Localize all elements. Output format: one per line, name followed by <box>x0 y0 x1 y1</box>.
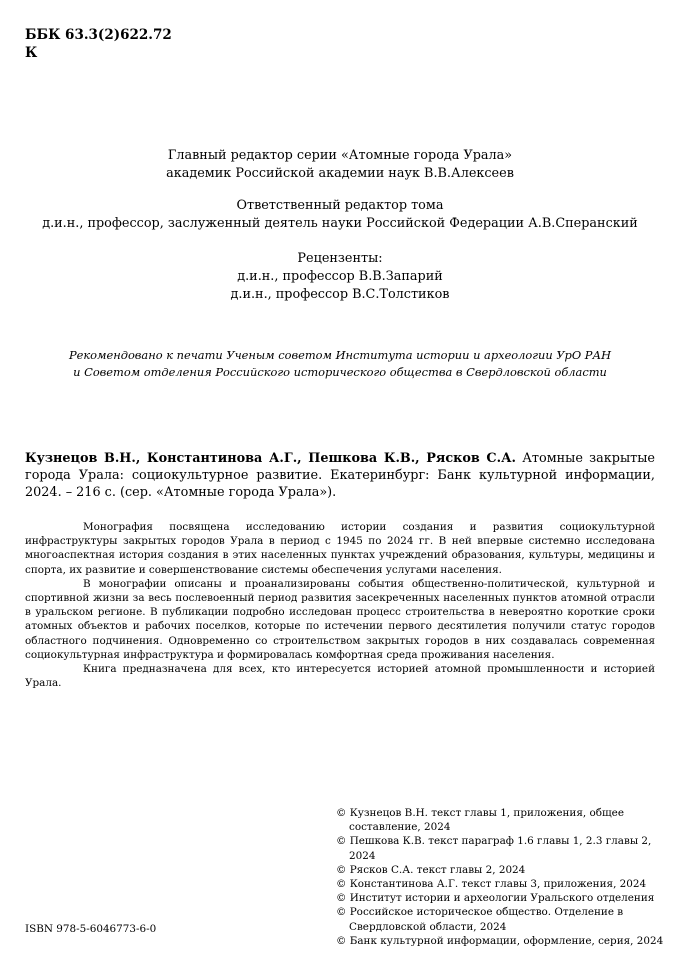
copyright-line: © Рясков С.А. текст главы 2, 2024 <box>336 863 526 876</box>
abstract-paragraph: В монографии описаны и проанализированы события общественно-политической, культурной и спортивной жизни за весь послевоенный период развития засекреченных населенных пунктов атомной отрасли в уральском регионе. В публикации подробно исследован процесс строительства в невероятно короткие сроки атомных объектов и рабочих поселков, которые по истечении первого десятилетия получили статус городов областного подчинения. Одновременно со строительством закрытых городов в них создавалась современная социокультурная инфраструктура и формировалась комфортная среда проживания населения. <box>25 577 655 661</box>
reviewers-label: Рецензенты: <box>297 251 383 266</box>
abstract-paragraph: Монография посвящена исследованию истории создания и развития социокультурной инфраструктуры закрытых городов Урала в период с 1945 по 2024 гг. В ней впервые системно исследована многоаспектная история создания в этих населенных пунктах учреждений образования, культуры, медицины и спорта, их развитие и совершенствование системы обеспечения услугами населения. <box>25 521 655 576</box>
copyright-line: © Банк культурной информации, оформление, серия, 2024 <box>336 934 664 947</box>
abstract <box>25 520 655 690</box>
copyright-line: © Кузнецов В.Н. текст главы 1, приложения, общее составление, 2024 <box>336 807 624 834</box>
abstract-paragraph: Книга предназначена для всех, кто интересуется историей атомной промышленности и историей Урала. <box>25 663 655 690</box>
recommendation-block <box>40 347 640 381</box>
reviewer-name: д.и.н., профессор В.В.Запарий <box>237 269 443 284</box>
volume-editor-block <box>0 197 680 233</box>
series-editor-block <box>0 147 680 183</box>
volume-editor-name: д.и.н., профессор, заслуженный деятель науки Российской Федерации А.В.Сперанский <box>42 216 638 231</box>
recommendation-line: Рекомендовано к печати Ученым советом Института истории и археологии УрО РАН <box>68 348 612 362</box>
bbk-block <box>25 26 172 62</box>
reviewer-name: д.и.н., профессор В.С.Толстиков <box>230 287 450 302</box>
recommendation-line: и Советом отделения Российского исторического общества в Свердловской области <box>73 365 607 379</box>
copyright-line: © Константинова А.Г. текст главы 3, приложения, 2024 <box>336 878 647 891</box>
series-editor-name: академик Российской академии наук В.В.Алексеев <box>166 166 514 181</box>
author-mark: К <box>25 45 38 61</box>
bibliographic-authors: Кузнецов В.Н., Константинова А.Г., Пешкова К.В., Рясков С.А. <box>25 451 516 466</box>
copyright-line: © Российское историческое общество. Отделение в Свердловской области, 2024 <box>336 906 624 933</box>
bibliographic-record <box>25 450 655 501</box>
copyright-line: © Институт истории и археологии Уральского отделения <box>336 892 655 905</box>
copyright-line: © Пешкова К.В. текст параграф 1.6 главы 1, 2.3 главы 2, 2024 <box>336 835 652 862</box>
reviewers-block <box>0 250 680 304</box>
series-editor-label: Главный редактор серии «Атомные города Урала» <box>167 148 513 163</box>
bbk-code: ББК 63.3(2)622.72 <box>25 27 172 43</box>
isbn: ISBN 978-5-6046773-6-0 <box>25 923 157 935</box>
bibliographic-description: Атомные закрытые города Урала: социокультурное развитие. Екатеринбург: Банк культурной информации, 2024. – 216 с. (сер. «Атомные города Урала»). <box>25 451 655 500</box>
copyright-block <box>336 806 666 948</box>
volume-editor-label: Ответственный редактор тома <box>236 198 444 213</box>
